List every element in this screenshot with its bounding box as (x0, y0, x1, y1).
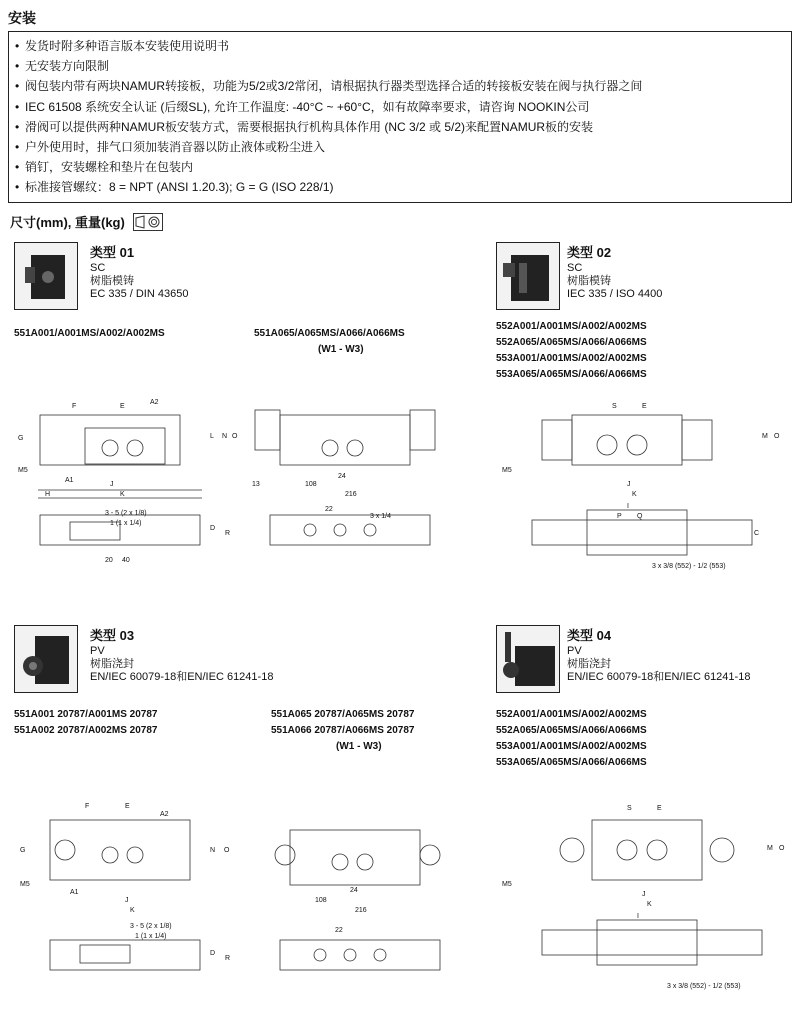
type-03-model: 551A065 20787/A065MS 20787 (271, 709, 415, 720)
type-01-photo (14, 242, 78, 310)
type-04-model: 553A065/A065MS/A066/A066MS (496, 757, 647, 768)
dim-label: 3 - 5 (2 x 1/8) (105, 510, 147, 517)
dim-label: 216 (355, 907, 367, 914)
dim-label: 3 x 3/8 (552) - 1/2 (553) (667, 983, 741, 990)
note-item: • 发货时附多种语言版本安装使用说明书 (15, 36, 785, 56)
dim-label: 216 (345, 491, 357, 498)
type-03-line: PV (90, 645, 105, 657)
type-04-model: 553A001/A001MS/A002/A002MS (496, 741, 647, 752)
dim-label: 3 - 5 (2 x 1/8) (130, 923, 172, 930)
dim-label: M5 (20, 881, 30, 888)
dim-label: F (72, 403, 77, 410)
type-02-line: IEC 335 / ISO 4400 (567, 288, 663, 300)
type-03-title: 类型 03 (90, 628, 135, 643)
dim-label: 1 (1 x 1/4) (110, 520, 142, 527)
dim-label: 3 x 1/4 (370, 513, 392, 520)
drawing-type-03-right (255, 800, 465, 1000)
type-03-line: EN/IEC 60079-18和EN/IEC 61241-18 (90, 671, 274, 683)
dim-label: N (210, 847, 216, 854)
type-03-model: 551A066 20787/A066MS 20787 (271, 725, 415, 736)
dim-label: F (85, 803, 90, 810)
dim-label: 22 (325, 506, 333, 513)
type-02-model: 553A001/A001MS/A002/A002MS (496, 353, 647, 364)
dim-label: J (627, 481, 631, 488)
dim-label: L (210, 433, 214, 440)
dim-label: 3 x 3/8 (552) - 1/2 (553) (652, 563, 726, 570)
dim-label: D (210, 525, 216, 532)
dim-label: J (110, 481, 114, 488)
type-03-photo (14, 625, 78, 693)
dim-label: O (224, 847, 230, 854)
dim-label: 108 (315, 897, 327, 904)
dim-label: O (774, 433, 780, 440)
dim-label: A2 (150, 399, 159, 406)
dim-label: 20 (105, 557, 113, 564)
dim-label: E (642, 403, 647, 410)
dim-label: A1 (65, 477, 74, 484)
dim-label: K (130, 907, 135, 914)
dim-label: E (657, 805, 662, 812)
section-title: 安装 (8, 10, 36, 26)
installation-notes (8, 31, 792, 203)
type-04-title: 类型 04 (567, 628, 612, 643)
dim-label: G (18, 435, 24, 442)
type-01-line: 树脂模铸 (90, 275, 134, 287)
note-item: • 阀包装内带有两块NAMUR转接板，功能为5/2或3/2常闭，请根据执行器类型选择合适的转接板安装在阀与执行器之间 (15, 76, 785, 96)
drawing-type-01-left (10, 390, 245, 590)
dim-label: O (779, 845, 785, 852)
type-02-line: 树脂模铸 (567, 275, 611, 287)
note-item: • IEC 61508 系统安全认证 (后缀SL), 允许工作温度: -40°C ~ +60°C，如有故障率要求，请咨询 NOOKIN公司 (15, 97, 785, 117)
type-02-line: SC (567, 262, 583, 274)
type-02-model: 552A065/A065MS/A066/A066MS (496, 337, 647, 348)
type-04-model: 552A065/A065MS/A066/A066MS (496, 725, 647, 736)
projection-symbol-icon (133, 213, 163, 231)
dim-label: M5 (502, 881, 512, 888)
type-01-model: (W1 - W3) (318, 344, 364, 355)
type-01-model: 551A001/A001MS/A002/A002MS (14, 328, 165, 339)
dim-label: K (647, 901, 652, 908)
type-01-model: 551A065/A065MS/A066/A066MS (254, 328, 405, 339)
type-04-line: PV (567, 645, 582, 657)
drawing-type-01-right (250, 390, 450, 590)
type-02-photo (496, 242, 560, 310)
type-03-model: 551A001 20787/A001MS 20787 (14, 709, 158, 720)
type-03-model: 551A002 20787/A002MS 20787 (14, 725, 158, 736)
dim-label: 24 (338, 473, 346, 480)
dim-label: 1 (1 x 1/4) (135, 933, 167, 940)
drawing-type-02 (492, 390, 792, 590)
dim-label: K (632, 491, 637, 498)
note-item: • 销钉，安装螺栓和垫片在包装内 (15, 157, 785, 177)
drawing-type-04 (492, 790, 792, 1005)
drawing-type-03-left (10, 790, 245, 1005)
dim-label: J (642, 891, 646, 898)
dim-label: Q (637, 513, 643, 520)
dim-label: H (45, 491, 51, 498)
dim-label: S (627, 805, 632, 812)
type-03-line: 树脂浇封 (90, 658, 134, 670)
note-item: • 户外使用时，排气口须加装消音器以防止液体或粉尘进入 (15, 137, 785, 157)
dim-label: 22 (335, 927, 343, 934)
dim-label: K (120, 491, 125, 498)
dim-label: 40 (122, 557, 130, 564)
dim-label: C (754, 530, 760, 537)
type-03-model: (W1 - W3) (336, 741, 382, 752)
type-02-model: 553A065/A065MS/A066/A066MS (496, 369, 647, 380)
dim-label: N (222, 433, 228, 440)
dim-label: M (767, 845, 773, 852)
type-04-model: 552A001/A001MS/A002/A002MS (496, 709, 647, 720)
dim-label: D (210, 950, 216, 957)
dim-label: A1 (70, 889, 79, 896)
dim-label: M5 (18, 467, 28, 474)
type-01-line: EC 335 / DIN 43650 (90, 288, 189, 300)
dim-label: J (125, 897, 129, 904)
type-04-photo (496, 625, 560, 693)
type-01-title: 类型 01 (90, 245, 135, 260)
dim-label: E (120, 403, 125, 410)
dim-label: S (612, 403, 617, 410)
dim-label: G (20, 847, 26, 854)
dim-label: O (232, 433, 238, 440)
dim-label: R (225, 955, 231, 962)
dim-label: I (627, 503, 629, 510)
type-04-line: EN/IEC 60079-18和EN/IEC 61241-18 (567, 671, 751, 683)
dim-label: 24 (350, 887, 358, 894)
dim-label: R (225, 530, 231, 537)
dim-label: M (762, 433, 768, 440)
type-02-model: 552A001/A001MS/A002/A002MS (496, 321, 647, 332)
dim-label: 108 (305, 481, 317, 488)
note-item: • 标准接管螺纹：8 = NPT (ANSI 1.20.3); G = G (ISO 228/1) (15, 177, 785, 197)
note-item: • 滑阀可以提供两种NAMUR板安装方式，需要根据执行机构具体作用 (NC 3/2 或 5/2)来配置NAMUR板的安装 (15, 117, 785, 137)
dim-label: I (637, 913, 639, 920)
type-02-title: 类型 02 (567, 245, 612, 260)
type-04-line: 树脂浇封 (567, 658, 611, 670)
dim-label: 13 (252, 481, 260, 488)
dim-label: M5 (502, 467, 512, 474)
dim-label: A2 (160, 811, 169, 818)
note-item: • 无安装方向限制 (15, 56, 785, 76)
dim-label: P (617, 513, 622, 520)
type-01-line: SC (90, 262, 106, 274)
dimensions-heading (10, 212, 163, 231)
dimensions-heading-text: 尺寸(mm), 重量(kg) (10, 215, 125, 230)
dim-label: E (125, 803, 130, 810)
